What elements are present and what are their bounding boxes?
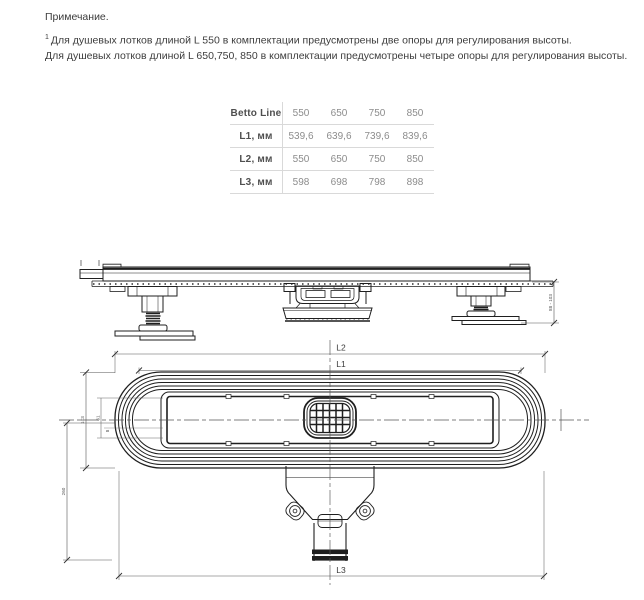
- l3-label: L3: [336, 565, 346, 575]
- table-header-value: 750: [368, 107, 386, 119]
- table-cell: 550: [292, 153, 310, 165]
- edge-dim-label: 8: [105, 429, 110, 433]
- table-row-l3: [230, 171, 434, 194]
- row-label: L2, мм: [239, 153, 273, 165]
- table-header-row: [230, 102, 434, 125]
- left-screw-hole: [290, 506, 301, 517]
- table-cell: 739,6: [364, 130, 390, 142]
- table-cell: 898: [406, 176, 424, 188]
- table-column-divider: [282, 102, 283, 194]
- footnote-line-1: [45, 30, 627, 49]
- table-header-value: 850: [406, 107, 424, 119]
- table-cell: 850: [406, 153, 424, 165]
- install-depth-label: 260: [61, 487, 66, 496]
- l2-label: L2: [336, 342, 346, 353]
- notes-section: [45, 10, 627, 64]
- table-header-value: 550: [292, 107, 310, 119]
- technical-drawing: [0, 240, 644, 600]
- notes-title: Примечание.: [45, 11, 109, 23]
- table-header-value: 650: [330, 107, 348, 119]
- row-label: L3, мм: [239, 176, 273, 188]
- table-row-l1: [230, 125, 434, 148]
- table-cell: 839,6: [402, 130, 428, 142]
- table-cell: 750: [368, 153, 386, 165]
- left-adjustable-foot: [115, 287, 195, 341]
- right-adjustable-foot: [452, 287, 526, 325]
- drain-trap-side: [283, 284, 372, 322]
- grate-width-label: 61: [95, 415, 101, 421]
- table-header-label: Betto Line: [230, 107, 282, 119]
- footnote-line-2: Для душевых лотков длиной L 650,750, 850 в комплектации предусмотрены четыре опоры для регулирования высоты.: [45, 49, 628, 62]
- table-cell: 698: [330, 176, 348, 188]
- right-screw-hole: [360, 506, 371, 517]
- height-range-label: 88 - 103: [548, 294, 553, 311]
- table-row-l2: [230, 148, 434, 171]
- side-view-drawing: [80, 260, 559, 340]
- l1-label: L1: [336, 359, 346, 369]
- l3-dimension: [116, 471, 547, 580]
- row-label: L1, мм: [239, 130, 273, 142]
- table-cell: 598: [292, 176, 310, 188]
- depth-dimension: [61, 420, 115, 563]
- table-cell: 798: [368, 176, 386, 188]
- footnote-marker: 1: [45, 33, 49, 41]
- table-cell: 539,6: [288, 130, 314, 142]
- plan-view-drawing: [59, 340, 589, 585]
- body-width-label: 103: [80, 416, 85, 424]
- table-cell: 639,6: [326, 130, 352, 142]
- dimensions-table: [230, 102, 434, 194]
- footnote-text-1: Для душевых лотков длиной L 550 в комплектации предусмотрены две опоры для регулирования высоты.: [50, 34, 572, 46]
- table-cell: 650: [330, 153, 348, 165]
